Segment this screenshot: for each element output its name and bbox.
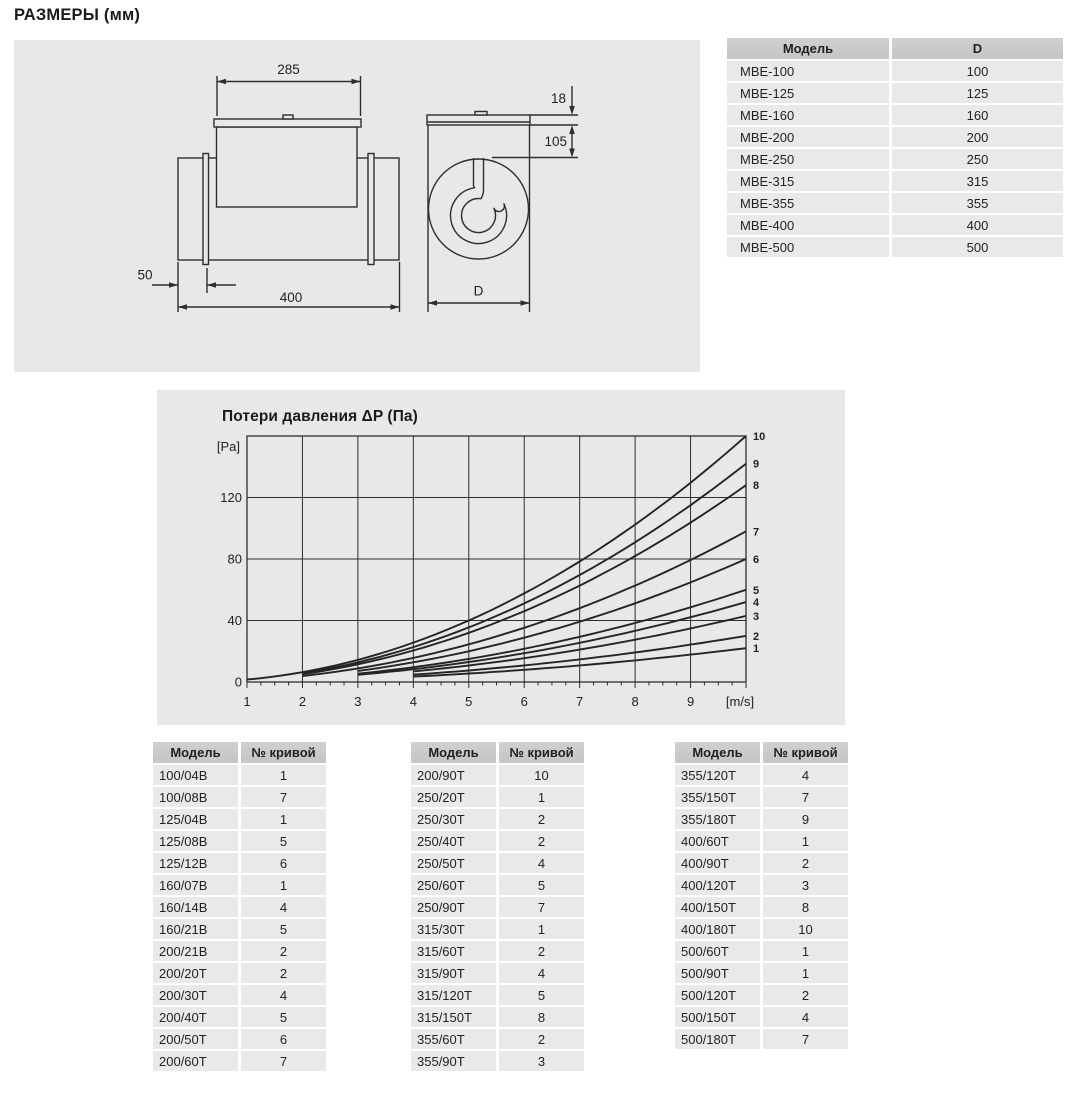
table-row [675, 963, 848, 983]
cell-value: 355 [892, 193, 1063, 213]
table-row [153, 897, 326, 917]
cell-value: 10 [763, 919, 848, 939]
table-row [675, 787, 848, 807]
table-row [727, 127, 1063, 147]
cell-value: 5 [241, 1007, 326, 1027]
x-tick-label: 2 [298, 694, 307, 709]
cell-value: 2 [241, 963, 326, 983]
y-axis-unit-label: [Pa] [216, 439, 240, 454]
cell-model: 400/90T [675, 853, 763, 873]
pressure-curve-4 [358, 602, 746, 675]
cell-value: 100 [892, 61, 1063, 81]
table-row [675, 1029, 848, 1049]
cell-model: 315/120T [411, 985, 499, 1005]
table-row [153, 853, 326, 873]
x-tick-label: 5 [465, 694, 473, 709]
cell-value: 2 [763, 853, 848, 873]
cell-value: 8 [763, 897, 848, 917]
curve-label-10: 10 [753, 431, 766, 443]
cell-model: 200/20T [153, 963, 241, 983]
cell-value: 400 [892, 215, 1063, 235]
cell-value: 1 [763, 831, 848, 851]
cell-model: MBE-355 [727, 193, 892, 213]
table-row [411, 919, 584, 939]
table-row [153, 809, 326, 829]
cell-model: 250/20T [411, 787, 499, 807]
pressure-curve-10 [247, 436, 746, 680]
cell-value: 4 [241, 897, 326, 917]
cell-value: 2 [499, 831, 584, 851]
table-row [675, 1007, 848, 1027]
cell-model: 160/14B [153, 897, 241, 917]
cell-value: 5 [499, 875, 584, 895]
cell-value: 2 [763, 985, 848, 1005]
table-row [153, 985, 326, 1005]
curve-label-7: 7 [753, 526, 760, 539]
cell-model: 315/90T [411, 963, 499, 983]
cell-model: 500/60T [675, 941, 763, 961]
cell-model: MBE-100 [727, 61, 892, 81]
table-row [727, 171, 1063, 191]
table-row [411, 831, 584, 851]
dim-label-105: 105 [544, 134, 567, 149]
table-row [727, 83, 1063, 103]
dim-label-400: 400 [279, 290, 303, 305]
y-tick-label: 120 [220, 490, 242, 505]
table-row [411, 1029, 584, 1049]
cell-value: 7 [763, 787, 848, 807]
terminal-box-lid [214, 119, 361, 127]
front-lid [427, 115, 530, 125]
table-row [727, 149, 1063, 169]
cell-model: MBE-500 [727, 237, 892, 257]
table-row [153, 941, 326, 961]
cell-model: 250/40T [411, 831, 499, 851]
cell-value: 1 [241, 875, 326, 895]
cell-model: 400/180T [675, 919, 763, 939]
cell-model: 355/90T [411, 1051, 499, 1071]
cell-model: 355/60T [411, 1029, 499, 1049]
curve-label-8: 8 [753, 480, 760, 493]
table-row [411, 853, 584, 873]
dimension-table [727, 36, 1063, 259]
cell-model: 250/60T [411, 875, 499, 895]
cell-model: 160/21B [153, 919, 241, 939]
cell-model: 200/50T [153, 1029, 241, 1049]
cell-value: 2 [241, 941, 326, 961]
table-row [675, 941, 848, 961]
cell-model: 250/30T [411, 809, 499, 829]
table-row [411, 897, 584, 917]
cell-model: 100/04B [153, 765, 241, 785]
table-row [411, 941, 584, 961]
cell-value: 7 [241, 787, 326, 807]
cell-model: 400/150T [675, 897, 763, 917]
table-row [153, 919, 326, 939]
cell-value: 4 [241, 985, 326, 1005]
x-tick-label: 8 [631, 694, 639, 709]
cell-model: 125/08B [153, 831, 241, 851]
cell-model: 200/30T [153, 985, 241, 1005]
cell-model: 315/60T [411, 941, 499, 961]
column-header: № кривой [763, 742, 848, 763]
cell-model: MBE-160 [727, 105, 892, 125]
cell-value: 4 [763, 1007, 848, 1027]
table-row [675, 831, 848, 851]
x-tick-label: 1 [243, 694, 251, 709]
dimensions-drawing-panel [14, 40, 700, 372]
cell-model: MBE-315 [727, 171, 892, 191]
cell-value: 7 [763, 1029, 848, 1049]
dim-label-18: 18 [550, 91, 566, 106]
table-row [153, 1007, 326, 1027]
cell-model: 315/30T [411, 919, 499, 939]
table-row [675, 919, 848, 939]
dim-50-lines [152, 262, 236, 312]
cell-model: 500/90T [675, 963, 763, 983]
cell-model: 200/21B [153, 941, 241, 961]
curve-label-9: 9 [753, 458, 760, 471]
duct-heater-drawing [14, 40, 700, 372]
cell-value: 9 [763, 809, 848, 829]
cell-value: 125 [892, 83, 1063, 103]
lid-knob [283, 115, 293, 119]
cell-value: 160 [892, 105, 1063, 125]
cell-value: 2 [499, 809, 584, 829]
table-row [411, 985, 584, 1005]
curve-label-3: 3 [753, 610, 760, 623]
cell-value: 8 [499, 1007, 584, 1027]
y-tick-label: 80 [227, 551, 242, 567]
table-row [411, 765, 584, 785]
cell-value: 5 [241, 919, 326, 939]
front-lid-knob [475, 112, 487, 116]
dim-label-285: 285 [277, 62, 300, 77]
table-row [153, 1029, 326, 1049]
cell-value: 1 [499, 787, 584, 807]
flange-left [203, 154, 209, 265]
cell-model: 500/120T [675, 985, 763, 1005]
curve-label-4: 4 [753, 597, 760, 610]
column-header: Модель [411, 742, 499, 763]
table-row [411, 809, 584, 829]
cell-value: 4 [499, 853, 584, 873]
table-row [675, 765, 848, 785]
table-row [153, 831, 326, 851]
cell-value: 500 [892, 237, 1063, 257]
cell-value: 3 [763, 875, 848, 895]
x-tick-label: 9 [686, 694, 695, 709]
cell-model: 200/90T [411, 765, 499, 785]
chart-title: Потери давления ΔP (Па) [222, 408, 418, 425]
x-axis-unit-label: [m/s] [725, 694, 755, 709]
x-tick-label: 6 [520, 694, 528, 709]
cell-model: 315/150T [411, 1007, 499, 1027]
column-header: Модель [727, 38, 892, 59]
table-row [727, 105, 1063, 125]
cell-value: 1 [241, 765, 326, 785]
dim-label-D: D [473, 283, 484, 299]
cell-value: 1 [241, 809, 326, 829]
cell-value: 3 [499, 1051, 584, 1071]
cell-value: 250 [892, 149, 1063, 169]
table-row [675, 809, 848, 829]
column-header: Модель [153, 742, 241, 763]
table-row [411, 875, 584, 895]
cell-value: 10 [499, 765, 584, 785]
curve-table-3 [675, 740, 848, 1051]
y-tick-label: 40 [227, 613, 242, 628]
flange-right [368, 154, 374, 265]
cell-model: 125/12B [153, 853, 241, 873]
cell-model: 100/08B [153, 787, 241, 807]
table-row [411, 787, 584, 807]
table-row [153, 1051, 326, 1071]
cell-value: 1 [763, 941, 848, 961]
pressure-loss-chart [157, 390, 845, 725]
table-row [727, 215, 1063, 235]
cell-model: 500/150T [675, 1007, 763, 1027]
cell-value: 200 [892, 127, 1063, 147]
cell-model: MBE-200 [727, 127, 892, 147]
curve-label-2: 2 [753, 630, 760, 643]
cell-model: 160/07B [153, 875, 241, 895]
cell-value: 7 [241, 1051, 326, 1071]
table-row [727, 193, 1063, 213]
cell-model: 400/60T [675, 831, 763, 851]
cell-value: 7 [499, 897, 584, 917]
dim-label-50: 50 [137, 267, 153, 283]
x-tick-label: 7 [576, 694, 584, 709]
table-row [153, 875, 326, 895]
page-title: РАЗМЕРЫ (мм) [14, 6, 141, 24]
cell-value: 2 [499, 1029, 584, 1049]
cell-value: 4 [763, 765, 848, 785]
cell-model: 355/150T [675, 787, 763, 807]
table-row [153, 765, 326, 785]
cell-model: MBE-400 [727, 215, 892, 235]
table-row [727, 61, 1063, 81]
curve-table-1 [153, 740, 326, 1073]
curve-table-2 [411, 740, 584, 1073]
table-row [411, 963, 584, 983]
cell-model: 500/180T [675, 1029, 763, 1049]
cell-value: 6 [241, 1029, 326, 1049]
table-row [675, 875, 848, 895]
x-tick-label: 4 [409, 694, 417, 709]
cell-model: MBE-250 [727, 149, 892, 169]
cell-model: 200/60T [153, 1051, 241, 1071]
curve-label-1: 1 [753, 643, 760, 656]
cell-model: 355/120T [675, 765, 763, 785]
column-header: D [892, 38, 1063, 59]
cell-model: 355/180T [675, 809, 763, 829]
cell-model: 250/90T [411, 897, 499, 917]
table-row [411, 1051, 584, 1071]
cell-model: 250/50T [411, 853, 499, 873]
cell-model: 125/04B [153, 809, 241, 829]
column-header: Модель [675, 742, 763, 763]
table-row [675, 853, 848, 873]
curve-label-5: 5 [753, 584, 760, 597]
cell-value: 6 [241, 853, 326, 873]
cell-value: 5 [499, 985, 584, 1005]
cell-value: 1 [763, 963, 848, 983]
table-row [675, 985, 848, 1005]
cell-model: MBE-125 [727, 83, 892, 103]
curve-label-6: 6 [753, 554, 760, 566]
table-row [675, 897, 848, 917]
pressure-loss-chart-panel [157, 390, 845, 725]
column-header: № кривой [241, 742, 326, 763]
cell-value: 315 [892, 171, 1063, 191]
terminal-box [217, 127, 358, 207]
x-tick-label: 3 [354, 694, 362, 709]
table-row [153, 787, 326, 807]
table-row [727, 237, 1063, 257]
cell-value: 2 [499, 941, 584, 961]
column-header: № кривой [499, 742, 584, 763]
table-row [153, 963, 326, 983]
cell-value: 5 [241, 831, 326, 851]
cell-value: 4 [499, 963, 584, 983]
cell-model: 400/120T [675, 875, 763, 895]
table-row [411, 1007, 584, 1027]
cell-value: 1 [499, 919, 584, 939]
y-tick-label: 0 [234, 674, 242, 690]
cell-model: 200/40T [153, 1007, 241, 1027]
